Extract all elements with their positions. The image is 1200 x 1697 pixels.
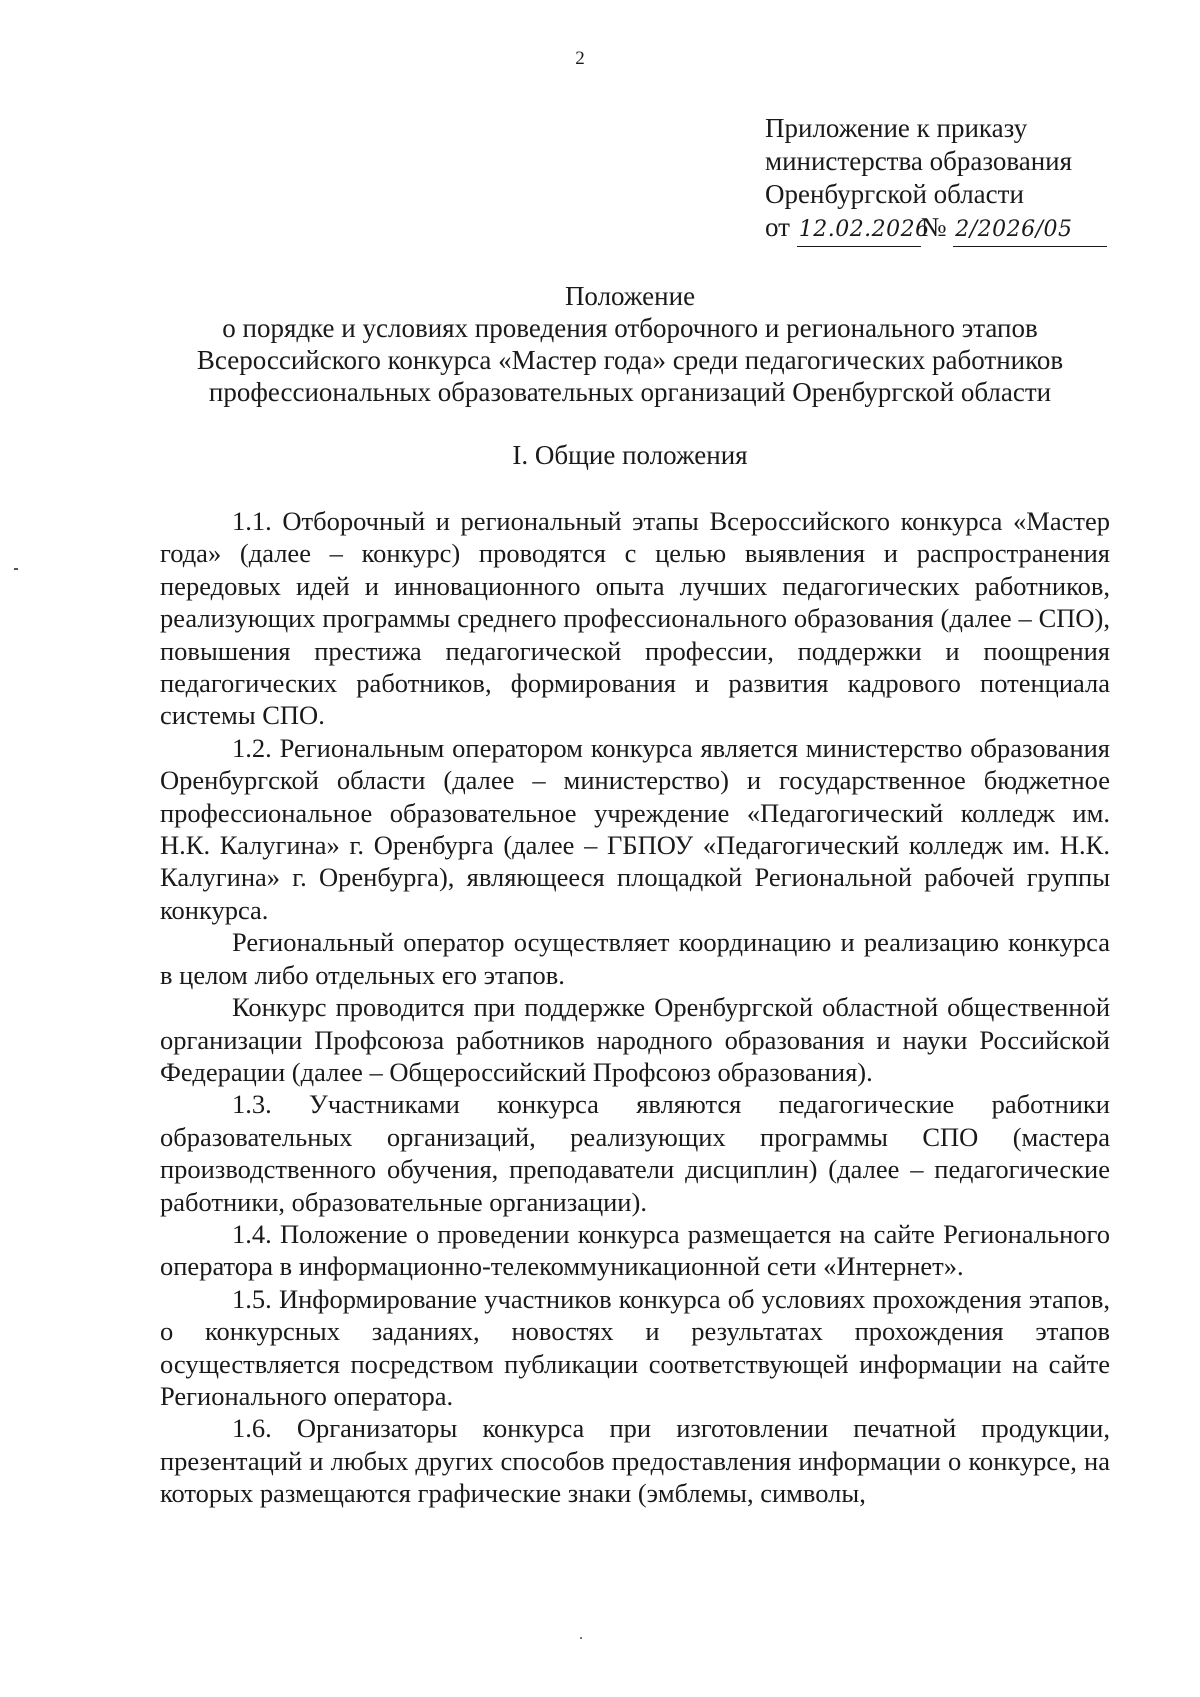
body-text: [160, 505, 1110, 1510]
appendix-line-1: Приложение к приказу: [765, 113, 1028, 143]
appendix-line-2: министерства образования: [765, 146, 1073, 176]
margin-mark: [14, 568, 18, 570]
from-label: от: [765, 212, 790, 242]
paragraph-1-3: 1.3. Участниками конкурса являются педагогические работники образовательных организаций, реализующих программы СПО (мастера производственного обучения, преподаватели дисциплин) (далее – педагогические работники, образовательные организации).: [160, 1089, 1110, 1217]
appendix-line-3: Оренбургской области: [765, 179, 1024, 209]
paragraph-1-5: 1.5. Информирование участников конкурса об условиях прохождения этапов, о конкурсных заданиях, новостях и результатах прохождения этапов осуществляется посредством публикации соответствующей информации на сайте Регионального оператора.: [160, 1283, 1110, 1411]
appendix-header: [765, 112, 1107, 247]
title-line-2: о порядке и условиях проведения отборочного и регионального этапов: [222, 313, 1038, 343]
document-title: [150, 280, 1110, 408]
paragraph-1-2: 1.2. Региональным оператором конкурса является министерство образования Оренбургской области (далее – министерство) и государственное бюджетное профессиональное образовательное учреждение «Педагогический колледж им. Н.К. Калугина» г. Оренбурга (далее – ГБПОУ «Педагогический колледж им. Н.К. Калугина» г. Оренбурга), являющееся площадкой Региональной рабочей группы конкурса.: [160, 732, 1110, 925]
paragraph-1-4: 1.4. Положение о проведении конкурса размещается на сайте Регионального оператора в информационно-телекоммуникационной сети «Интернет».: [160, 1218, 1110, 1282]
paragraph-support: Конкурс проводится при поддержке Оренбургской областной общественной организации Профсоюза работников народного образования и науки Российской Федерации (далее – Общероссийский Профсоюз образования).: [160, 992, 1110, 1087]
title-line-4: профессиональных образовательных организаций Оренбургской области: [208, 377, 1052, 407]
number-label: №: [920, 212, 947, 242]
title-line-1: Положение: [564, 281, 696, 311]
paragraph-1-6: 1.6. Организаторы конкурса при изготовлении печатной продукции, презентаций и любых других способов предоставления информации о конкурсе, на которых размещаются графические знаки (эмблемы, символы,: [160, 1413, 1110, 1509]
section-heading: I. Общие положения: [512, 440, 748, 470]
title-line-3: Всероссийского конкурса «Мастер года» среди педагогических работников: [196, 345, 1064, 375]
paragraph-operator: Региональный оператор осуществляет координацию и реализацию конкурса в целом либо отдельных его этапов.: [160, 927, 1110, 990]
paragraph-1-1: 1.1. Отборочный и региональный этапы Всероссийского конкурса «Мастер года» (далее – конкурс) проводятся с целью выявления и распространения передовых идей и инновационного опыта лучших педагогических работников, реализующих программы среднего профессионального образования (далее – СПО), повышения престижа педагогической профессии, поддержки и поощрения педагогических работников, формирования и развития кадрового потенциала системы СПО.: [160, 506, 1110, 731]
order-number: 2/2026/05: [953, 213, 1107, 247]
order-date: 12.02.2026: [797, 213, 921, 247]
scan-speck: [580, 1637, 582, 1639]
page-number: 2: [575, 48, 585, 69]
appendix-order-line: [765, 211, 1107, 247]
